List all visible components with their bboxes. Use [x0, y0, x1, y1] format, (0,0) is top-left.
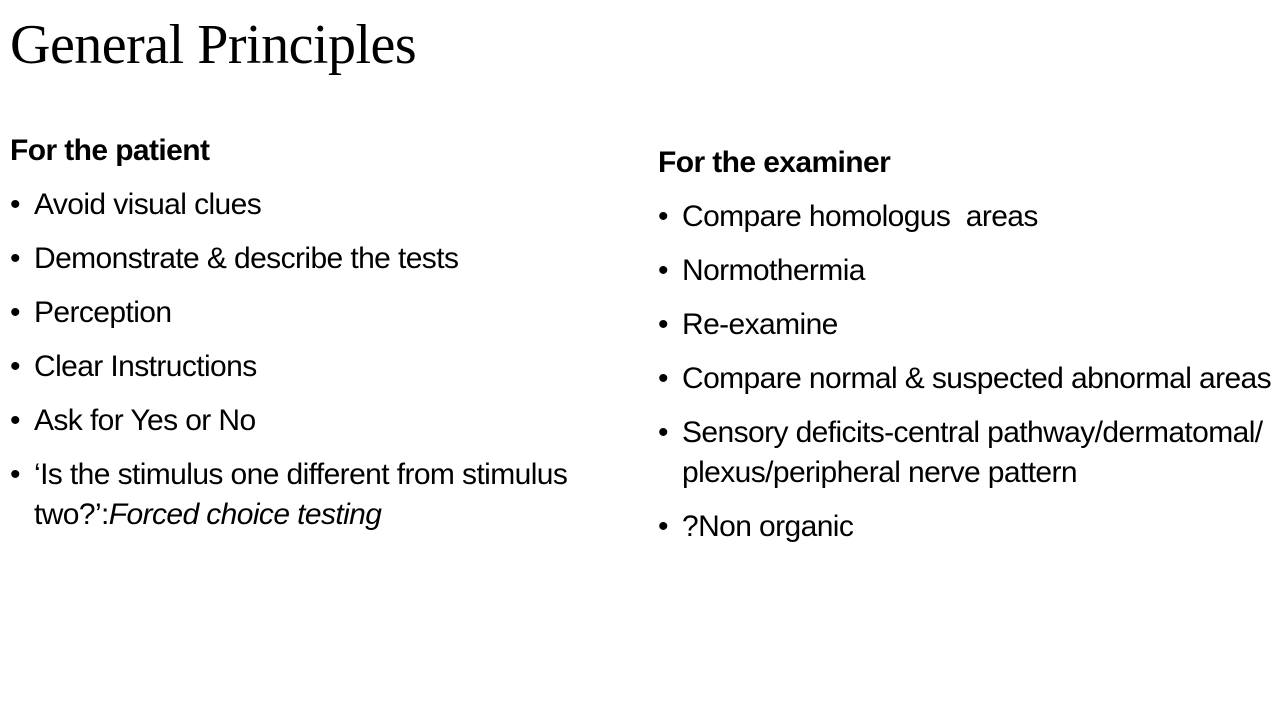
- examiner-heading: For the examiner: [658, 146, 891, 179]
- examiner-bullet-text: Re-examine: [682, 308, 838, 341]
- bullet-dot-icon: •: [10, 404, 20, 437]
- bullet-dot-icon: •: [658, 254, 668, 287]
- examiner-bullet-item: [658, 413, 1273, 493]
- patient-bullet-item: [10, 239, 620, 279]
- patient-bullet-text: [34, 458, 567, 531]
- examiner-column: [658, 143, 1273, 561]
- patient-heading: For the patient: [10, 134, 210, 167]
- bullet-dot-icon: •: [658, 416, 668, 449]
- examiner-bullet-list: [658, 197, 1273, 547]
- examiner-bullet-item: [658, 359, 1273, 399]
- patient-column: [10, 131, 620, 549]
- patient-bullet-text: Ask for Yes or No: [34, 404, 256, 437]
- patient-bullet-text: Avoid visual clues: [34, 188, 262, 221]
- patient-bullet-item: [10, 347, 620, 387]
- examiner-bullet-text: Compare homologus areas: [682, 200, 1038, 233]
- bullet-dot-icon: •: [658, 510, 668, 543]
- patient-bullet-text: Perception: [34, 296, 172, 329]
- bullet-dot-icon: •: [658, 200, 668, 233]
- stimulus-question-text: ‘Is the stimulus one different from stimulus two?’:: [34, 458, 568, 531]
- examiner-bullet-text: Compare normal & suspected abnormal areas: [682, 362, 1272, 395]
- examiner-bullet-item: [658, 305, 1273, 345]
- examiner-bullet-text: Sensory deficits-central pathway/dermatomal/plexus/peripheral nerve pattern: [682, 416, 1263, 489]
- examiner-bullet-text: ?Non organic: [682, 510, 854, 543]
- examiner-bullet-item: [658, 251, 1273, 291]
- bullet-dot-icon: •: [658, 308, 668, 341]
- patient-bullet-item: [10, 401, 620, 441]
- examiner-bullet-item: [658, 197, 1273, 237]
- patient-bullet-text: Demonstrate & describe the tests: [34, 242, 459, 275]
- patient-bullet-text: Clear Instructions: [34, 350, 257, 383]
- bullet-dot-icon: •: [10, 350, 20, 383]
- slide-title: General Principles: [10, 14, 417, 76]
- examiner-bullet-text: Normothermia: [682, 254, 865, 287]
- bullet-dot-icon: •: [10, 458, 20, 491]
- forced-choice-emphasis: Forced choice testing: [108, 498, 382, 531]
- bullet-dot-icon: •: [10, 296, 20, 329]
- patient-bullet-item: [10, 185, 620, 225]
- examiner-bullet-item: [658, 507, 1273, 547]
- patient-bullet-item: [10, 293, 620, 333]
- bullet-dot-icon: •: [10, 188, 20, 221]
- patient-bullet-list: [10, 185, 620, 535]
- bullet-dot-icon: •: [10, 242, 20, 275]
- bullet-dot-icon: •: [658, 362, 668, 395]
- patient-bullet-item: [10, 455, 620, 535]
